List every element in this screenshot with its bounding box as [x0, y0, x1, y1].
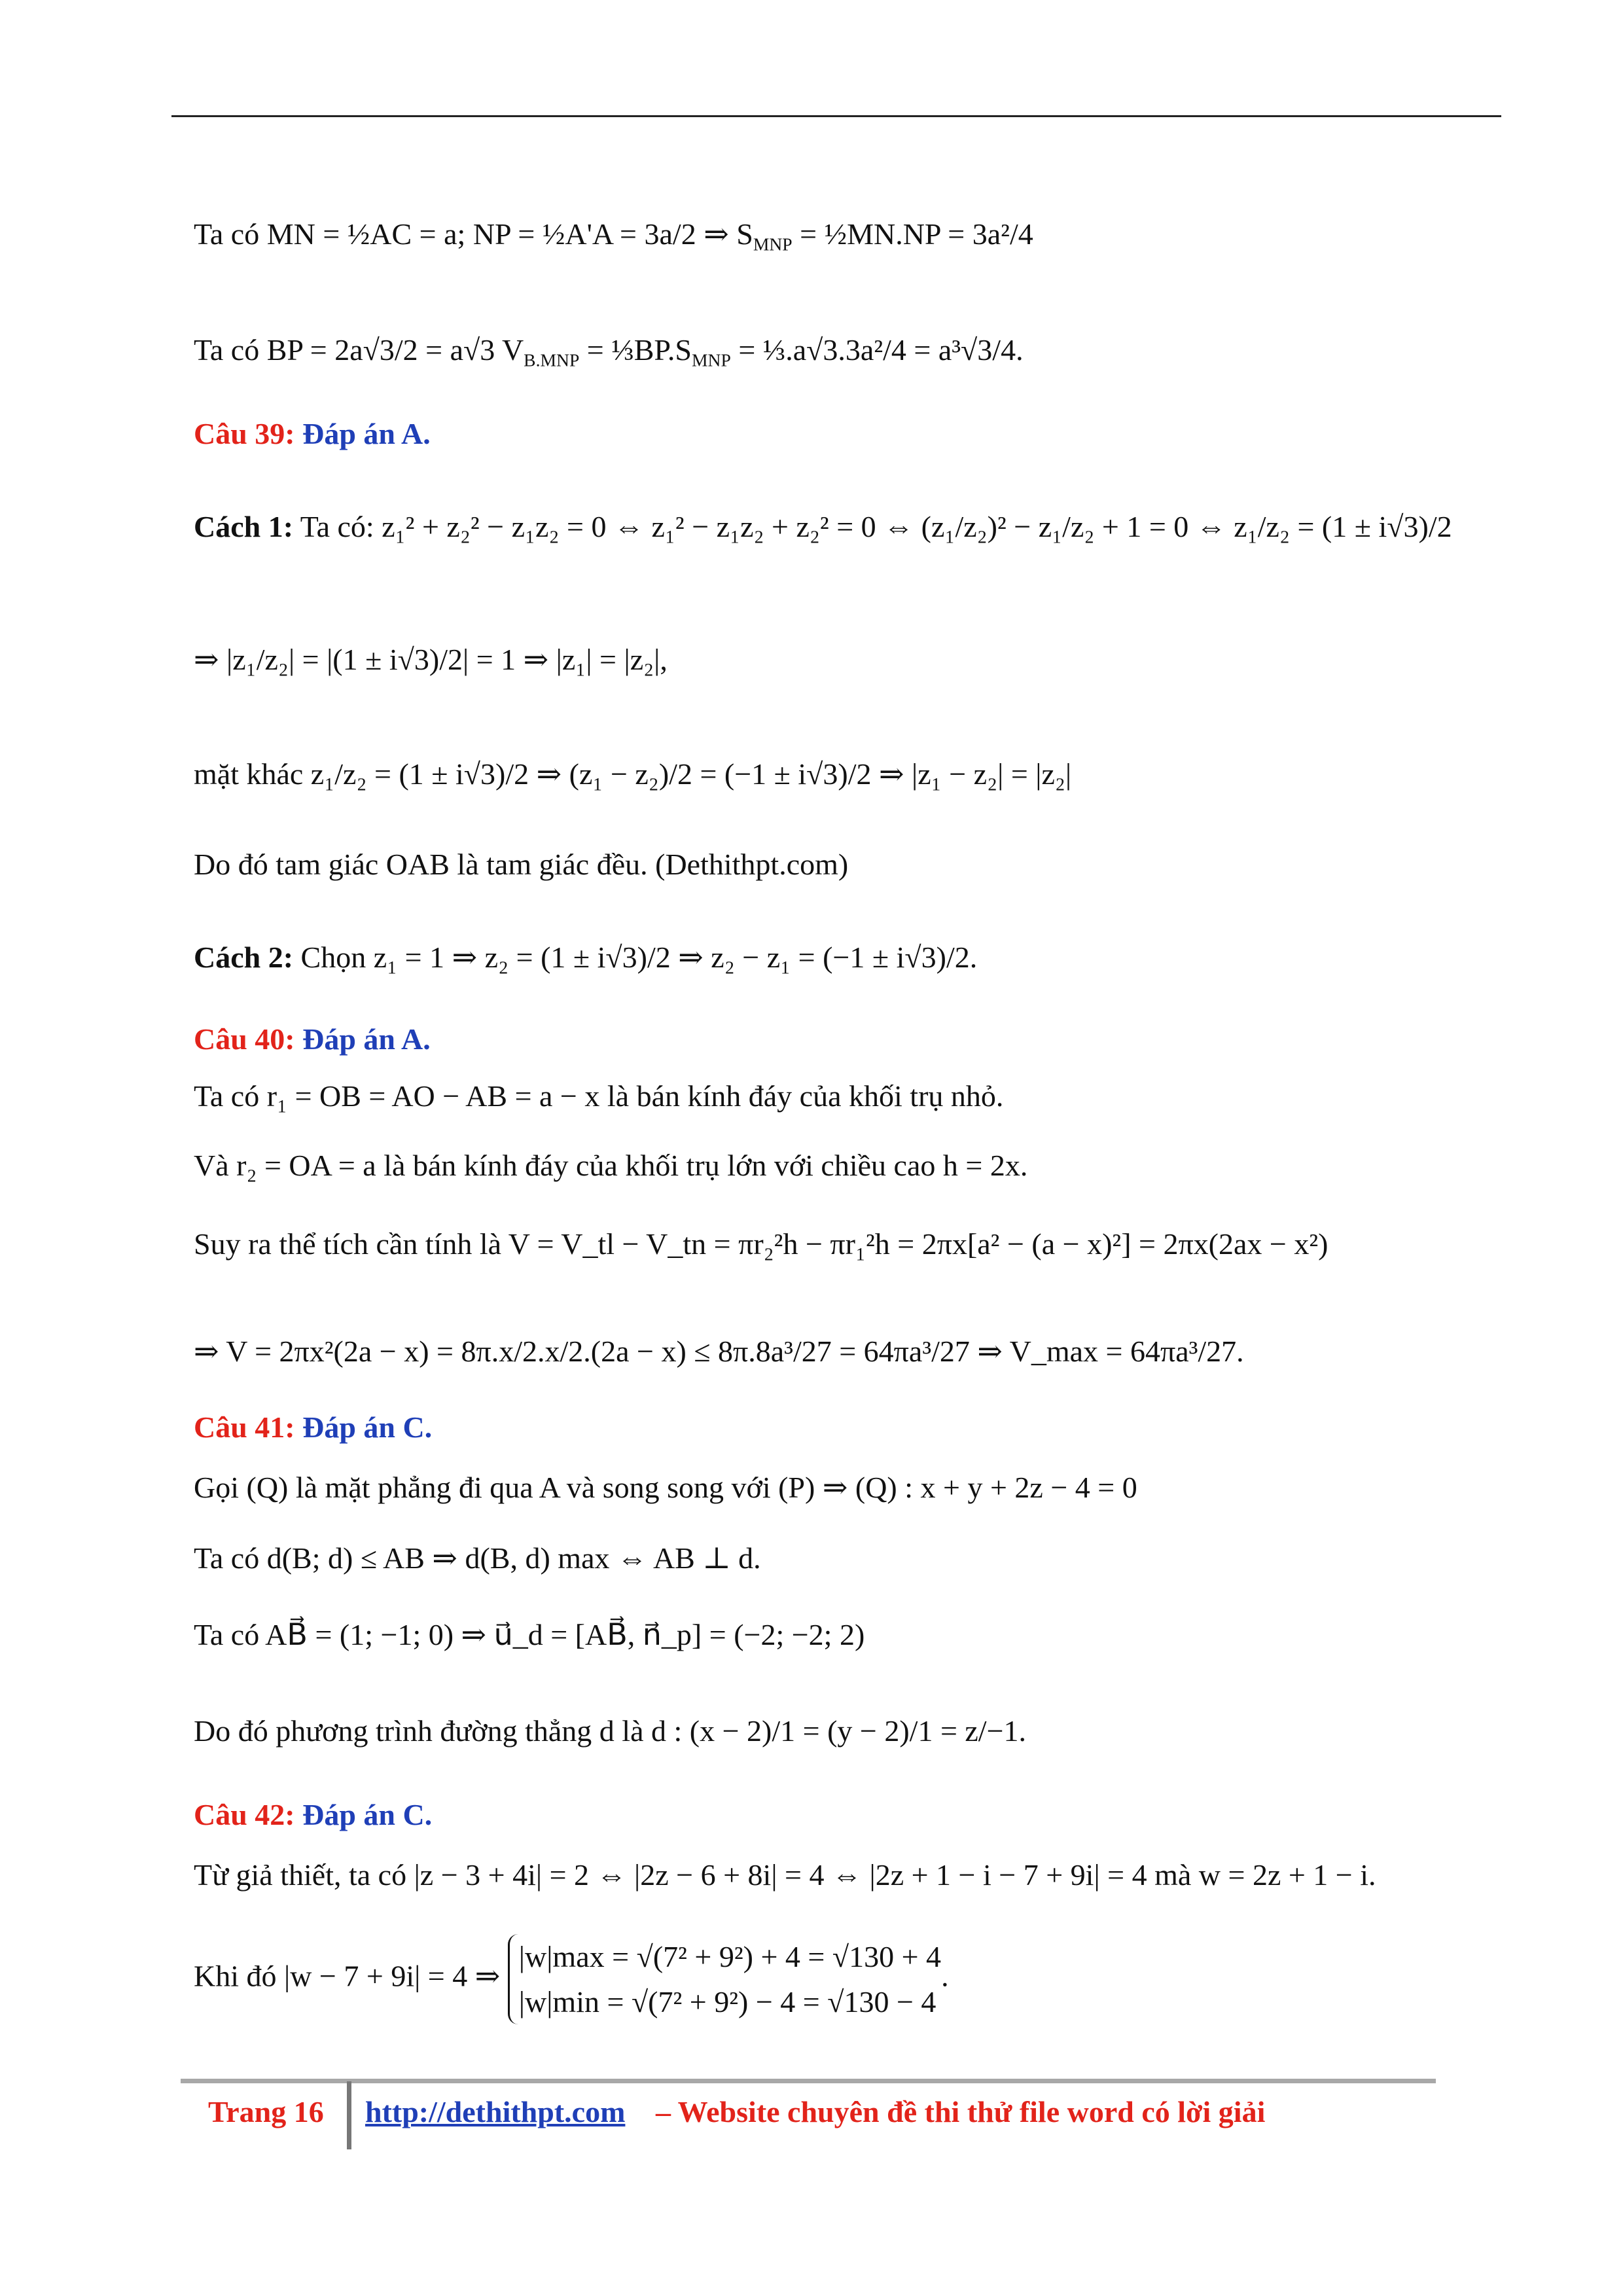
footer-divider: [347, 2081, 351, 2149]
footer-text: – Website chuyên đề thi thử file word có lời giải: [656, 2095, 1266, 2128]
q41-line3: Ta có AB⃗ = (1; −1; 0) ⇒ u⃗_d = [AB⃗, n⃗_p] = (−2; −2; 2): [194, 1618, 865, 1651]
q42-line1: Từ giả thiết, ta có |z − 3 + 4i| = 2 ⇔ |2z − 6 + 8i| = 4 ⇔ |2z + 1 − i − 7 + 9i| = 4 mà w = 2z + 1 − i.: [194, 1858, 1376, 1892]
q39-method1-line3: mặt khác z₁/z₂ = (1 ± i√3)/2 ⇒ (z₁ − z₂)/2 = (−1 ± i√3)/2 ⇒ |z₁ − z₂| = |z₂|: [194, 757, 1072, 791]
footer-link[interactable]: http://dethithpt.com: [365, 2095, 626, 2128]
footer-rule: [181, 2079, 1436, 2083]
q39-method2: Cách 2: Chọn z₁ = 1 ⇒ z₂ = (1 ± i√3)/2 ⇒ z₂ − z₁ = (−1 ± i√3)/2.: [194, 941, 978, 974]
q41-line4: Do đó phương trình đường thẳng d là d : (x − 2)/1 = (y − 2)/1 = z/−1.: [194, 1714, 1027, 1748]
question-40-header: Câu 40: Đáp án A.: [194, 1022, 431, 1056]
q39-method1-conclusion: Do đó tam giác OAB là tam giác đều. (Dethithpt.com): [194, 848, 849, 881]
q41-line1: Gọi (Q) là mặt phẳng đi qua A và song song với (P) ⇒ (Q) : x + y + 2z − 4 = 0: [194, 1471, 1137, 1504]
q41-line2: Ta có d(B; d) ≤ AB ⇒ d(B, d) max ⇔ AB ⊥ d.: [194, 1541, 761, 1575]
q42-system: |w|max = √(7² + 9²) + 4 = √130 + 4 |w|min = √(7² + 9²) − 4 = √130 − 4: [508, 1934, 941, 2024]
q40-line3: Suy ra thể tích cần tính là V = V_tl − V_tn = πr₂²h − πr₁²h = 2πx[a² − (a − x)²] = 2πx(2ax − x²): [194, 1227, 1329, 1261]
question-41-header: Câu 41: Đáp án C.: [194, 1410, 433, 1444]
question-39-header: Câu 39: Đáp án A.: [194, 417, 431, 450]
q42-line2: Khi đó |w − 7 + 9i| = 4 ⇒ |w|max = √(7² + 9²) + 4 = √130 + 4 |w|min = √(7² + 9²) − 4 = √130 − 4 .: [194, 1934, 949, 2024]
q40-line4: ⇒ V = 2πx²(2a − x) = 8π.x/2.x/2.(2a − x) ≤ 8π.8a³/27 = 64πa³/27 ⇒ V_max = 64πa³/27.: [194, 1335, 1244, 1368]
line-mn-np: Ta có MN = ½AC = a; NP = ½A'A = 3a/2 ⇒ $S_{MNP}$ = ½MN.NP = 3a²/4: [194, 217, 1033, 255]
line-bp-volume: Ta có BP = 2a√3/2 = a√3 $V_{B.MNP}$ = $\frac{1}{3}BP.S_{MNP}$ = ⅓.a√3.3a²/4 = a³√3/4.: [194, 333, 1024, 370]
q39-method1-line1: Cách 1: Ta có: z₁² + z₂² − z₁z₂ = 0 ⇔ z₁² − z₁z₂ + z₂² = 0 ⇔ (z₁/z₂)² − z₁/z₂ + 1 = 0 ⇔ z₁/z₂ = (1 ± i√3)/2: [194, 510, 1452, 543]
q40-line1: Ta có r₁ = OB = AO − AB = a − x là bán kính đáy của khối trụ nhỏ.: [194, 1079, 1004, 1113]
question-42-header: Câu 42: Đáp án C.: [194, 1798, 433, 1831]
page-number: Trang 16: [208, 2095, 324, 2128]
q39-method1-line2: ⇒ |z₁/z₂| = |(1 ± i√3)/2| = 1 ⇒ |z₁| = |z₂|,: [194, 643, 668, 676]
q40-line2: Và r₂ = OA = a là bán kính đáy của khối trụ lớn với chiều cao h = 2x.: [194, 1149, 1028, 1182]
header-rule: [171, 115, 1501, 117]
